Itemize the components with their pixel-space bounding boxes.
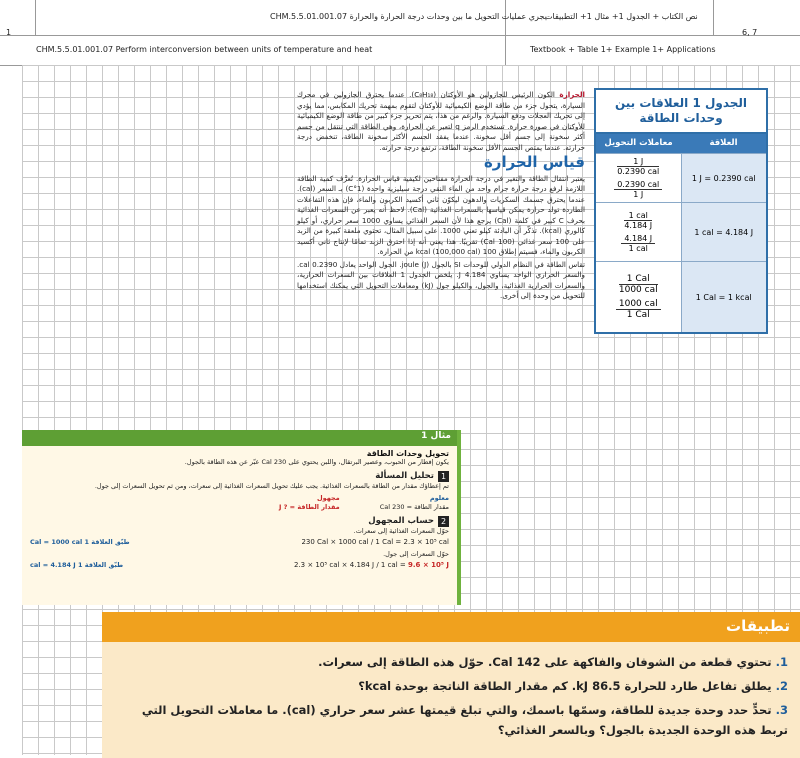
page-range: 6, 7 [742, 28, 758, 37]
step-number: 1 [438, 471, 449, 482]
energy-units-table [594, 88, 768, 334]
outcome-code-en: CHM.5.5.01.001.07 Perform interconversion between units of temperature and heat [36, 45, 373, 54]
step2-text2: حوّل السعرات إلى جول. [383, 550, 449, 558]
unknown-label: مجهول [316, 494, 340, 502]
col-factors-header: معاملات التحويل [604, 138, 673, 148]
example-intro: يكون إفطار من الحبوب، وعصير البرتقال، واللبن يحتوي على 230 Cal عبّر عن هذه الطاقة بالجول. [184, 458, 449, 466]
reference-ar: نص الكتاب + الجدول 1+ مثال 1+ التطبيقات [545, 12, 698, 21]
step-analyze [30, 471, 449, 482]
relation-cell: 1 J = 0.2390 cal [682, 154, 767, 202]
application-item: 2. يطلق تفاعل طارد للحرارة 86.5 kJ. كم مقدار الطاقة الناتجة بوحدة kcal؟ [358, 679, 788, 693]
table-row [596, 153, 766, 202]
si-units-paragraph: تقاس الطاقة في النظام الدولي للوحدات SI بالجول (J) joule. الجول الواحد يعادل 0.2390 cal. والسعر الحراري الواحد يساوي 4.184 J. يلخص الجدول 1 العلاقات بين السعرات الحرارية، والسعرات الحرارية الغذائية، والجول، والكيلو جول (kJ) ومعاملات التحويل التي يمكنك استخدامها للتحويل من وحدة إلى أخرى. [297, 259, 585, 300]
reference-en: Textbook + Table 1+ Example 1+ Applications [530, 45, 716, 54]
measuring-paragraph: يعتبر انتقال الطاقة والتغير في درجة الحرارة مفتاحين لكيفية قياس الحرارة. تُعرَّف كمية الطاقة اللازمة لرفع درجة حرارة جرام واحد من الماء النقي درجة سيليزية واحدة (1°C) بـ السعر (cal). عندما يحترق جسمك السكريات والدهون ليكوّن ثاني أكسيد الكربون والماء، فإن هذه التفاعلات الطاردة تولد حرارة يمكن قياسها بالسعرات الغذائية (Cal). لاحظ أنه يعبر عن السعرات الغذائية بحرف C كبير في كلمة (Cal) يرجع هذا لأن السعر الغذائي يساوي 1000 سعر حراري، أو كيلو كالوري (kcal). تذكّر أن البادئة كيلو تعني 1000. على سبيل المثال، تحتوي ملعقة كبيرة من الزبد على 100 سعر غذائي (100 Cal) تقريبًا. هذا يعني أنه إذا احترق الزبد تمامًا لإنتاج ثاني أكسيد الكربون والماء، فسيتم إطلاق 100 kcal (100,000 cal) من الحرارة. [297, 173, 586, 256]
step-solve [30, 516, 449, 527]
applications-bar [102, 612, 800, 642]
lesson-header [0, 0, 800, 66]
factors-cell: $\frac{\text{1 Cal}}{\text{1000 cal}}$ $\frac{\text{1000 cal}}{\text{1 Cal}}$ [596, 262, 682, 332]
apply-relation-1: طبّق العلاقة 1 Cal = 1000 cal [30, 538, 130, 546]
textbook-body [297, 90, 585, 304]
step1-text: تم إعطاؤك مقدار من الطاقة بالسعرات الغذائية. يجب عليك تحويل السعرات الغذائية إلى سعرات، ومن ثم تحويل السعرات إلى جول. [94, 482, 449, 490]
relation-cell: 1 cal = 4.184 J [682, 203, 767, 261]
table-header [596, 134, 766, 153]
col-relation-header: العلاقة [709, 138, 738, 148]
apply-relation-2: طبّق العلاقة 1 cal = 4.184 J [30, 561, 124, 569]
application-item: 1. تحتوي قطعة من الشوفان والفاكهة على 142 Cal. حوّل هذه الطاقة إلى سعرات. [318, 655, 788, 669]
factors-cell: $\frac{1 J}{\text{0.2390 cal}}$ $\frac{\text{0.2390 cal}}{1 J}$ [596, 154, 682, 202]
known-label: معلوم [429, 494, 449, 502]
applications-title: تطبيقات [726, 617, 790, 635]
known-value: مقدار الطاقة = 230 Cal [379, 503, 449, 511]
step-number: 2 [438, 516, 449, 527]
step2-text1: حوّل السعرات الغذائية إلى سعرات. [353, 527, 449, 535]
outcome-code-ar: CHM.5.5.01.001.07 يجري عمليات التحويل ما بين وحدات درجة الحرارة والحرارة [270, 12, 547, 21]
page-number: 1 [6, 28, 12, 37]
application-item: 3. تحدٍّ حدد وحدة جديدة للطاقة، وسمّها باسمك، والتي تبلغ قيمتها عشر سعر حراري (cal). ما معاملات التحويل التي تربط هذه الوحدة الجديدة بالجول؟ وبالسعر الغذائي؟ [141, 703, 788, 737]
example-title: تحويل وحدات الطاقة [366, 449, 449, 458]
equation-2: 2.3 × 10⁵ cal × 4.184 J / 1 cal = 9.6 × 10⁵ J [293, 561, 449, 569]
step-label: تحليل المسألة [375, 471, 434, 481]
example-box [22, 430, 461, 605]
table-row [596, 202, 766, 261]
unknown-value: مقدار الطاقة = ? J [278, 503, 340, 511]
applications-box [102, 612, 800, 758]
table-title: الجدول 1 العلاقات بين وحدات الطاقة [596, 90, 766, 134]
relation-cell: 1 Cal = 1 kcal [682, 262, 767, 332]
factors-cell: $\frac{\text{1 cal}}{4.184 J}$ $\frac{4.184 J}{\text{1 cal}}$ [596, 203, 682, 261]
equation-1: 230 Cal × 1000 cal / 1 Cal = 2.3 × 10⁵ cal [301, 538, 449, 546]
heat-paragraph: الحرارة الكون الرئيس للجازولين هو الأوكتان (C₈H₁₈). عندما يحترق الجازولين في محرك السيارة، يتحول جزء من طاقة الوضع الكيميائية للأوكتان لتقوم بمهمة تحريك المكابس، مما يؤدي إلى تحريك العجلات ودفع السيارة. والرغم من هذا، يتم تحرير جزء كبير من طاقة الوضع الكيميائية للأوكتان في صورة حرارة. تستخدم الرمز q لتعبر عن الحرارة، وهي الطاقة التي تنتقل من جسم أكثر سخونة إلى جسم أقل سخونة. عندما يفقد الجسم الأكثر سخونة الطاقة، تنخفض درجة حرارته. عندما يمتص الجسم الأقل سخونة الطاقة، ترتفع درجة حرارته. [297, 90, 585, 152]
step-label: حساب المجهول [368, 516, 434, 526]
example-bar: مثال 1 [22, 430, 457, 446]
section-heading: قياس الحرارة [483, 153, 585, 171]
table-row [596, 261, 766, 332]
